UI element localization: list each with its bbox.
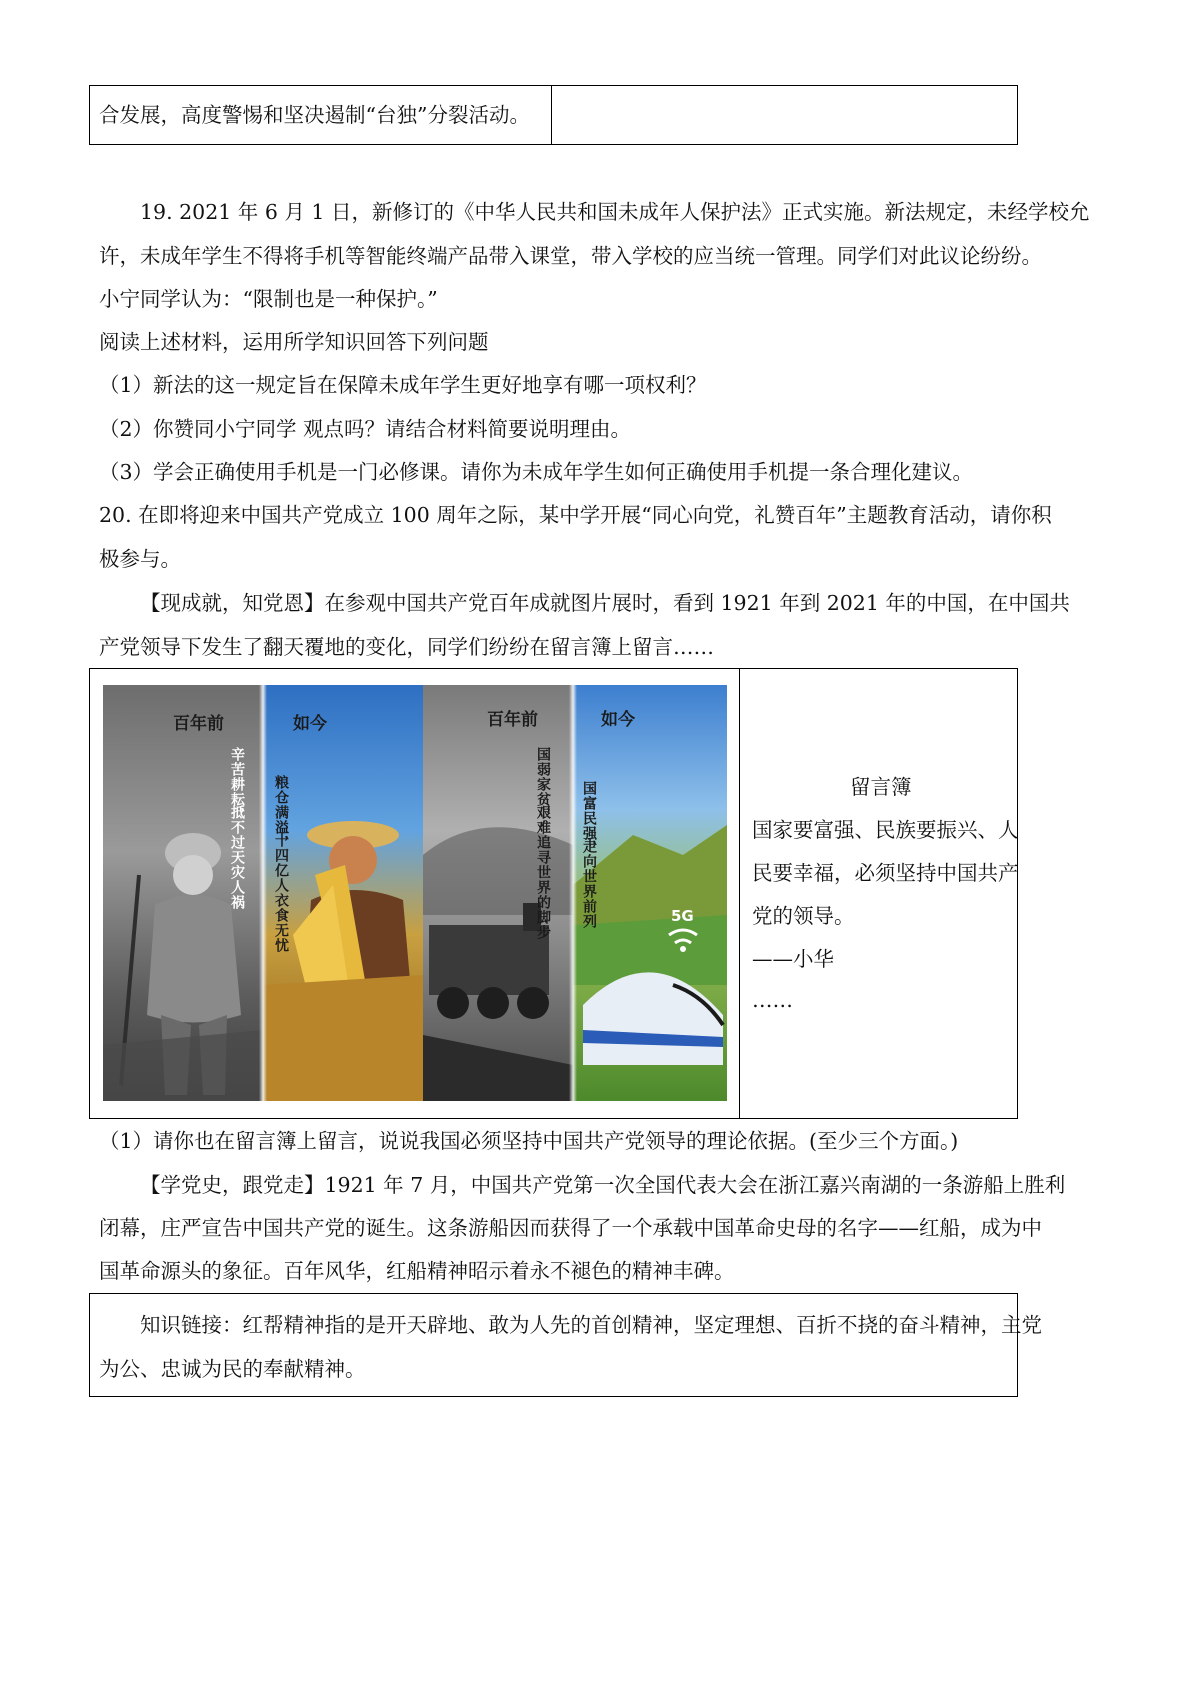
guestbook-signature: ——小华 [752,947,834,971]
q19-line-2: 许，未成年学生不得将手机等智能终端产品带入课堂，带入学校的应当统一管理。同学们对此议论纷纷。 [99,244,1042,268]
panel-2-text-1: 粮仓满溢， [273,775,289,850]
panel-1-text-1: 辛苦耕耘， [229,747,245,822]
panel-3-heading: 百年前 [487,710,538,730]
q19-sub-2: （2）你赞同小宁同学 观点吗？请结合材料简要说明理由。 [99,417,632,441]
panel-2-text-2: 十四亿人衣食无忧 [273,833,289,953]
q19-line-1: 19. 2021 年 6 月 1 日，新修订的《中华人民共和国未成年人保护法》正式实施。新法规定，未经学校允 [140,200,1090,224]
poster-panel-past-farming [103,685,263,1101]
poster-panel-present-farming [263,685,423,1101]
history-line-2: 闭幕，庄严宣告中国共产党的诞生。这条游船因而获得了一个承载中国革命史母的名字——红船，成为中 [99,1216,1042,1240]
q19-sub-1: （1）新法的这一规定旨在保障未成年学生更好地享有哪一项权利？ [99,373,707,397]
panel-4-text-1: 国富民强， [581,781,597,856]
q20-line-1: 20. 在即将迎来中国共产党成立 100 周年之际，某中学开展“同心向党，礼赞百年”主题教育活动，请你积 [99,503,1052,527]
panel-1-text-2: 抵不过天灾人祸 [229,805,245,910]
guestbook-line-2: 民要幸福，必须坚持中国共产 [752,861,1019,885]
guestbook-title: 留言簿 [850,775,912,799]
q20-line-4: 产党领导下发生了翻天覆地的变化，同学们纷纷在留言簿上留言…… [99,635,714,659]
q19-line-4: 阅读上述材料，运用所学知识回答下列问题 [99,330,489,354]
knowledge-link-box [89,1293,1018,1397]
history-line-1: 【学党史，跟党走】1921 年 7 月，中国共产党第一次全国代表大会在浙江嘉兴南湖的一条游船上胜利 [140,1173,1066,1197]
q20-line-2: 极参与。 [99,547,181,571]
figure-table-divider [739,668,740,1119]
q20-sub-1: （1）请你也在留言簿上留言，说说我国必须坚持中国共产党领导的理论依据。(至少三个方面。) [99,1129,959,1153]
history-line-3: 国革命源头的象征。百年风华，红船精神昭示着永不褪色的精神丰碑。 [99,1259,735,1283]
q19-sub-3: （3）学会正确使用手机是一门必修课。请你为未成年学生如何正确使用手机提一条合理化建议。 [99,460,974,484]
panel-4-heading: 如今 [601,710,635,730]
q19-line-3: 小宁同学认为：“限制也是一种保护。” [99,287,438,311]
guestbook-line-1: 国家要富强、民族要振兴、人 [752,818,1019,842]
poster-divider-2 [569,685,577,1101]
panel-2-heading: 如今 [293,714,327,734]
knowledge-line-2: 为公、忠诚为民的奉献精神。 [99,1357,366,1381]
poster-panel-present-train [573,685,727,1101]
poster-divider-1 [259,685,267,1101]
q20-line-3: 【现成就，知党恩】在参观中国共产党百年成就图片展时，看到 1921 年到 2021 年的中国，在中国共 [140,591,1070,615]
badge-5g: 5G [671,907,694,925]
guestbook-line-3: 党的领导。 [752,904,855,928]
poster-image [103,685,727,1101]
guestbook-ellipsis: …… [752,988,793,1012]
knowledge-line-1: 知识链接：红帮精神指的是开天辟地、敢为人先的首创精神，坚定理想、百折不挠的奋斗精神，主党 [140,1313,1042,1337]
top-table-divider [551,85,552,145]
panel-3-text-1: 国弱家贫， [535,747,551,822]
panel-1-heading: 百年前 [173,714,224,734]
panel-3-text-2: 艰难追寻世界的脚步 [535,805,551,940]
poster-panel-past-train [423,685,573,1101]
top-table-left-cell: 合发展，高度警惕和坚决遏制“台独”分裂活动。 [99,103,530,127]
panel-4-text-2: 走向世界前列 [581,839,597,929]
